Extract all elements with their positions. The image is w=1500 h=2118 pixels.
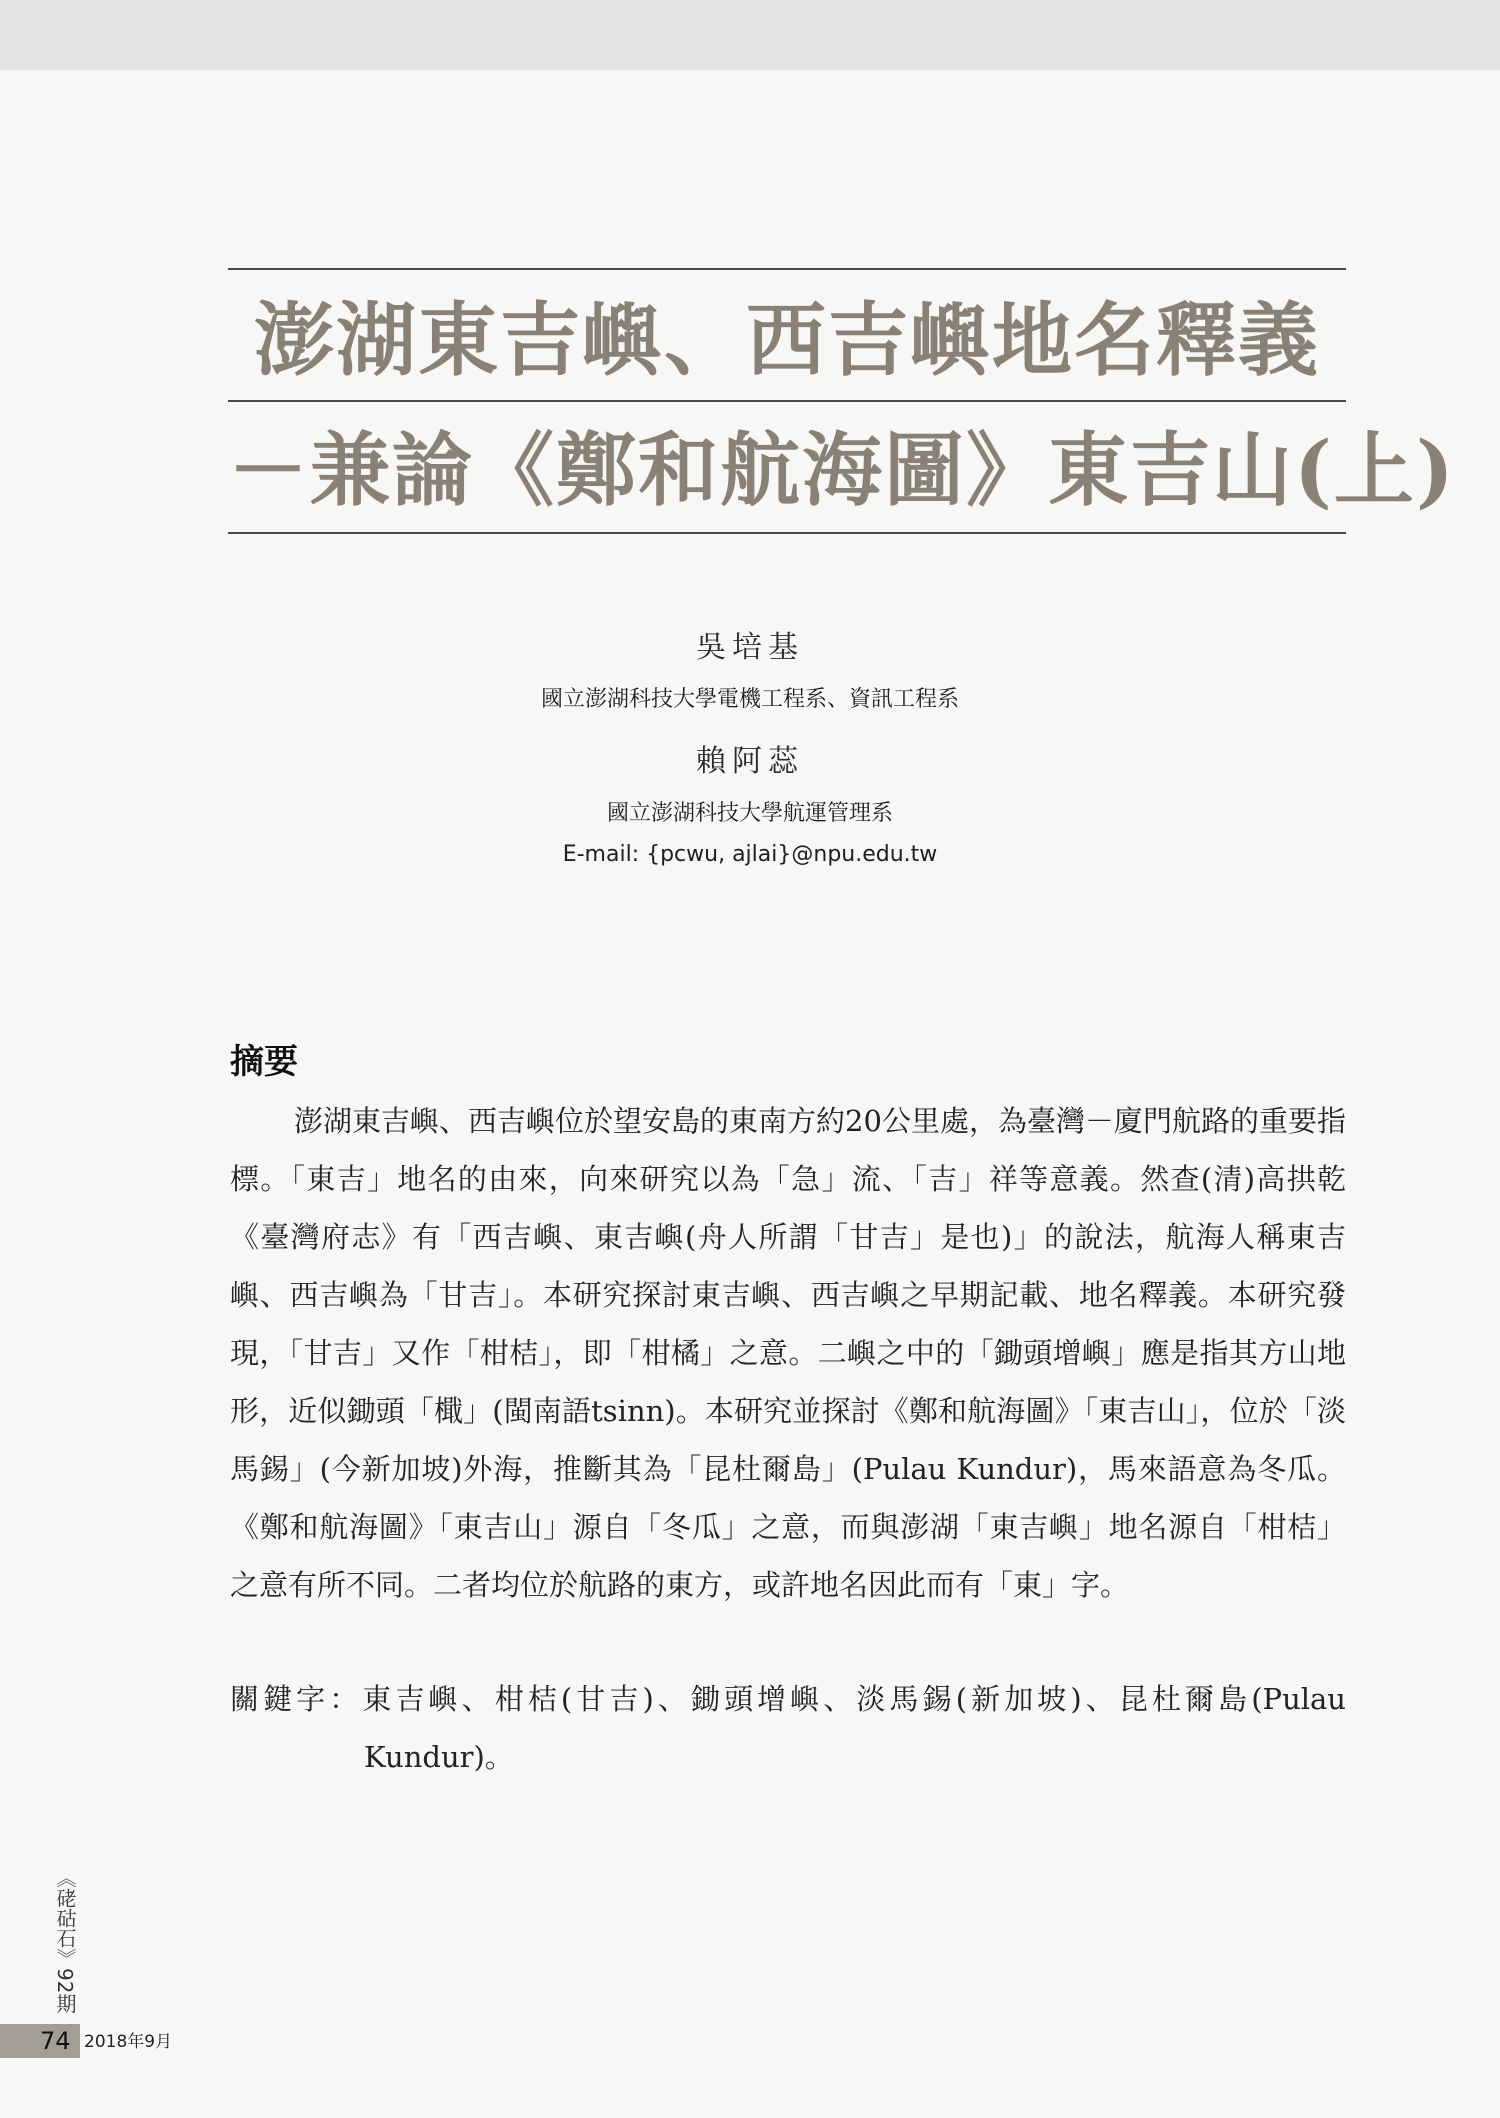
author-affiliation-2: 國立澎湖科技大學航運管理系: [606, 801, 893, 826]
keywords: 關鍵字：東吉嶼、柑桔(甘吉)、鋤頭增嶼、淡馬錫(新加坡)、昆杜爾島(Pulau Kundur)。: [230, 1682, 1346, 1774]
title-rule-bottom: [228, 532, 1346, 534]
author-name-1: 吳培基: [696, 630, 804, 665]
title-line-1: 澎湖東吉嶼、西吉嶼地名釋義: [254, 293, 1320, 387]
issue-date: 2018年9月: [84, 2032, 173, 2052]
author-affiliation-1: 國立澎湖科技大學電機工程系、資訊工程系: [540, 687, 959, 712]
scan-top-band: [0, 0, 1500, 70]
page-number: 74: [40, 2027, 71, 2055]
title-rule-top: [228, 268, 1346, 270]
author-name-2: 賴阿蕊: [696, 744, 804, 779]
abstract-body: 澎湖東吉嶼、西吉嶼位於望安島的東南方約20公里處，為臺灣－廈門航路的重要指標。「東吉」地名的由來，向來研究以為「急」流、「吉」祥等意義。然查(清)高拱乾《臺灣府志》有「西吉嶼、東吉嶼(舟人所謂「甘吉」是也)」的說法，航海人稱東吉嶼、西吉嶼為「甘吉」。本研究探討東吉嶼、西吉嶼之早期記載、地名釋義。本研究發現，「甘吉」又作「柑桔」，即「柑橘」之意。二嶼之中的「鋤頭增嶼」應是指其方山地形，近似鋤頭「檝」(閩南語tsinn)。本研究並探討《鄭和航海圖》「東吉山」，位於「淡馬錫」(今新加坡)外海，推斷其為「昆杜爾島」(Pulau Kundur)，馬來語意為冬瓜。《鄭和航海圖》「東吉山」源自「冬瓜」之意，而與澎湖「東吉嶼」地名源自「柑桔」之意有所不同。二者均位於航路的東方，或許地名因此而有「東」字。: [230, 1104, 1346, 1602]
abstract-heading: 摘要: [230, 1042, 298, 1082]
author-email: E-mail: {pcwu, ajlai}@npu.edu.tw: [562, 842, 938, 867]
title-line-2: －兼論《鄭和航海圖》東吉山(上): [228, 423, 1456, 517]
title-rule-middle: [228, 400, 1346, 402]
journal-name: 《硓𥑮石》92期: [53, 1868, 77, 2014]
